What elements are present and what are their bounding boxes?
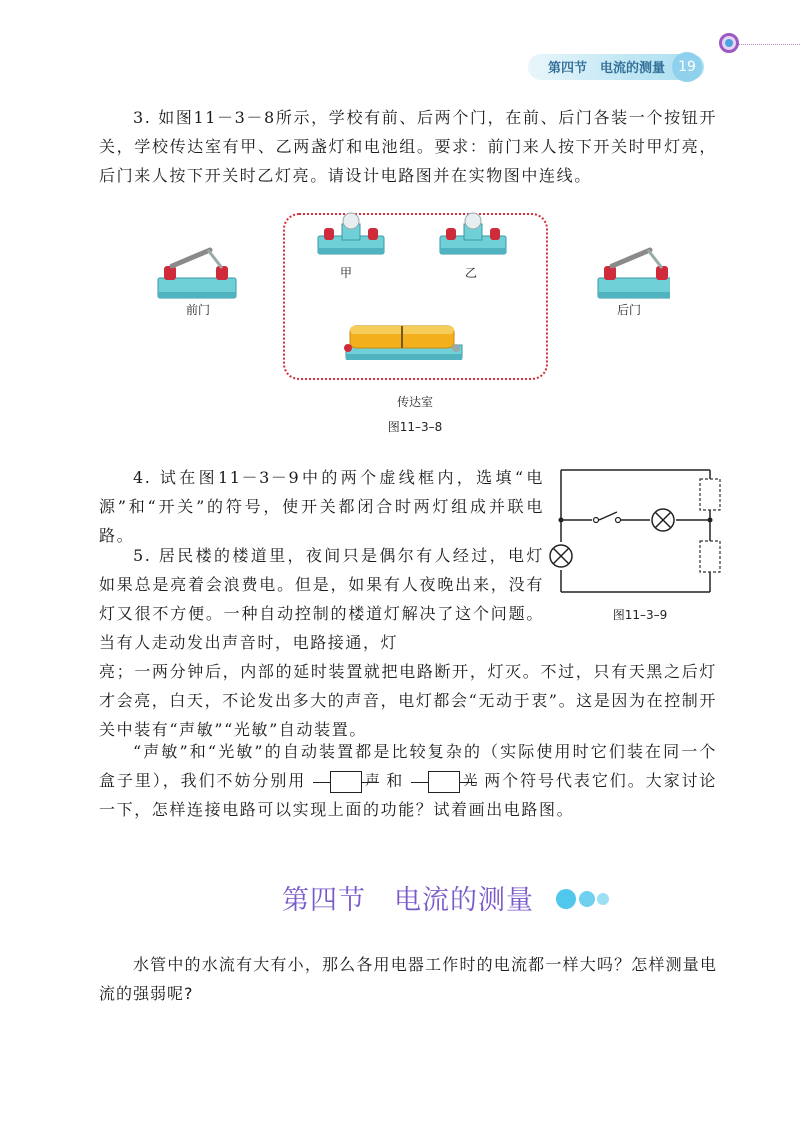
label-lamp-a: 甲	[339, 266, 352, 280]
label-lamp-b: 乙	[464, 266, 477, 280]
label-reception-room: 传达室	[396, 395, 433, 409]
problem-5-text-part1: 5. 居民楼的楼道里，夜间只是偶尔有人经过，电灯如果总是亮着会浪费电。但是，如果有人夜晚出来，没有灯又很不方便。一种自动控制的楼道灯解决了这个问题。当有人走动发出声音时，电路接通，灯	[99, 546, 544, 652]
header-dotted-line	[738, 44, 800, 45]
decor-dot-large	[556, 889, 576, 909]
problem-4-text: 4. 试在图11－3－9中的两个虚线框内，选填“电源”和“开关”的符号，使开关都闭合时两灯组成并联电路。	[99, 468, 544, 545]
section-intro-text: 水管中的水流有大有小，那么各用电器工作时的电流都一样大吗？怎样测量电流的强弱呢?	[99, 955, 717, 1003]
front-door-switch-icon	[158, 250, 236, 298]
problem-5-and: 和	[386, 771, 405, 790]
light-sensor-symbol: 光	[411, 771, 477, 793]
figure-11-3-8-caption: 图11–3–8	[387, 420, 443, 434]
back-door-switch-icon	[598, 250, 670, 298]
figure-11-3-9-caption: 图11–3–9	[612, 608, 668, 622]
page-number: 19	[672, 52, 702, 82]
header-section-title: 第四节 电流的测量	[548, 61, 666, 76]
problem-5-text-after-symbols: 两个符号代表它们。大家讨论一下，怎样连接电路可以实现上面的功能？试着画出电路图。	[99, 771, 718, 819]
label-front-door: 前门	[185, 303, 210, 317]
lamp-b-icon	[440, 213, 506, 254]
decor-dot-small	[597, 893, 609, 905]
problem-3-text: 3. 如图11－3－8所示，学校有前、后两个门，在前、后门各装一个按钮开关，学校传达室有甲、乙两盏灯和电池组。要求：前门来人按下开关时甲灯亮，后门来人按下开关时乙灯亮。请设计电路图并在实物图中连线。	[99, 108, 717, 185]
problem-5-text-part3	[99, 737, 717, 824]
problem-5-text-before-symbols: “声敏”和“光敏”的自动装置都是比较复杂的（实际使用时它们装在同一个盒子里），我们不妨分别用	[99, 742, 717, 790]
sound-sensor-symbol: 声	[313, 771, 379, 793]
lamp-a-icon	[318, 213, 384, 254]
figure-11-3-9-circuit	[548, 465, 728, 600]
decor-dot-medium	[579, 891, 595, 907]
figure-11-3-8-drawing	[150, 210, 670, 400]
header-ring-icon	[719, 33, 739, 53]
battery-pack-icon	[344, 326, 462, 360]
section-title: 第四节 电流的测量	[282, 885, 534, 916]
label-back-door: 后门	[616, 303, 641, 317]
problem-5-text-part2: 亮；一两分钟后，内部的延时装置就把电路断开，灯灭。不过，只有天黑之后灯才会亮，白天，不论发出多大的声音，电灯都会“无动于衷”。这是因为在控制开关中装有“声敏”“光敏”自动装置。	[99, 662, 717, 739]
